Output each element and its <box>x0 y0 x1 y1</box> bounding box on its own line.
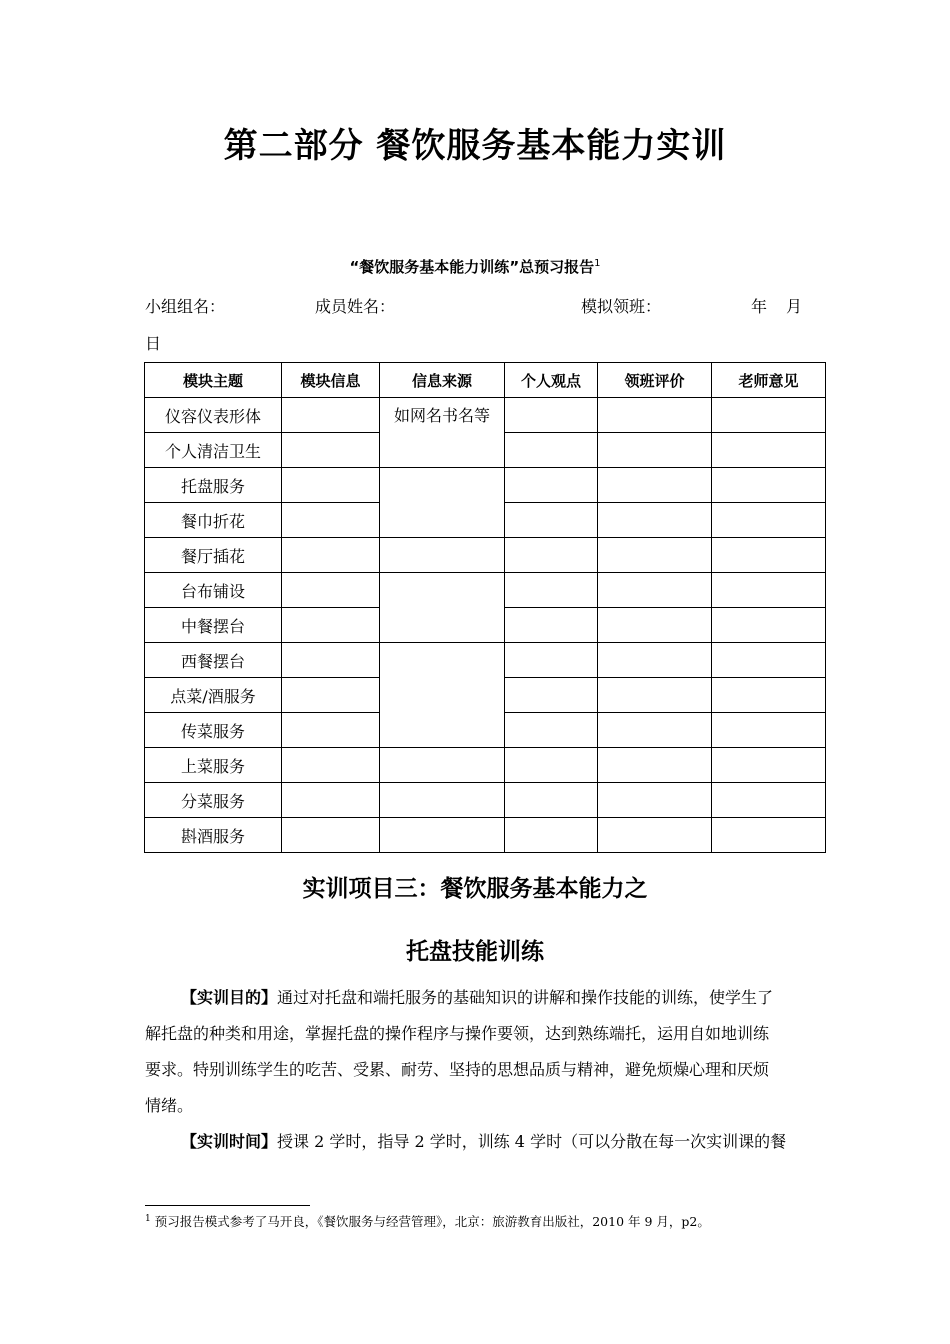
eval-cell[interactable] <box>598 643 712 678</box>
table-row <box>145 818 826 853</box>
view-cell[interactable] <box>505 468 598 503</box>
time-label: 【实训时间】 <box>181 1132 278 1151</box>
table-row <box>145 573 826 608</box>
module-name: 托盘服务 <box>145 468 282 503</box>
view-cell[interactable] <box>505 748 598 783</box>
purpose-label: 【实训目的】 <box>181 988 278 1007</box>
source-cell[interactable] <box>380 783 505 818</box>
purpose-line-1 <box>145 980 825 1016</box>
eval-cell[interactable] <box>598 538 712 573</box>
opinion-cell[interactable] <box>712 503 826 538</box>
module-name: 点菜/酒服务 <box>145 678 282 713</box>
year-label: 年 <box>751 297 768 316</box>
time-paragraph <box>145 1124 825 1160</box>
table-row <box>145 398 826 433</box>
time-line <box>145 1124 825 1160</box>
info-cell[interactable] <box>282 783 380 818</box>
table-row <box>145 643 826 678</box>
section-title-line2: 托盘技能训练 <box>406 939 544 965</box>
view-cell[interactable] <box>505 398 598 433</box>
purpose-line-4: 情绪。 <box>145 1096 194 1115</box>
preview-report-table <box>144 362 826 853</box>
view-cell[interactable] <box>505 678 598 713</box>
module-name: 西餐摆台 <box>145 643 282 678</box>
eval-cell[interactable] <box>598 748 712 783</box>
header-info-source: 信息来源 <box>380 363 505 398</box>
eval-cell[interactable] <box>598 818 712 853</box>
opinion-cell[interactable] <box>712 468 826 503</box>
info-cell[interactable] <box>282 573 380 608</box>
info-cell[interactable] <box>282 678 380 713</box>
opinion-cell[interactable] <box>712 783 826 818</box>
view-cell[interactable] <box>505 503 598 538</box>
table-row <box>145 748 826 783</box>
page-title: 第二部分 餐饮服务基本能力实训 <box>223 126 727 166</box>
info-cell[interactable] <box>282 398 380 433</box>
view-cell[interactable] <box>505 643 598 678</box>
group-name-label: 小组组名： <box>145 297 226 316</box>
module-name: 个人清洁卫生 <box>145 433 282 468</box>
eval-cell[interactable] <box>598 608 712 643</box>
view-cell[interactable] <box>505 538 598 573</box>
purpose-line-2: 解托盘的种类和用途，掌握托盘的操作程序与操作要领，达到熟练端托，运用自如地训练 <box>145 1024 770 1043</box>
day-label: 日 <box>145 334 162 353</box>
footnote <box>145 1212 845 1230</box>
header-personal-view: 个人观点 <box>505 363 598 398</box>
info-cell[interactable] <box>282 713 380 748</box>
leader-label: 模拟领班： <box>581 297 662 316</box>
footnote-mark: 1 <box>145 1213 151 1224</box>
purpose-text-1: 通过对托盘和端托服务的基础知识的讲解和操作技能的训练，使学生了 <box>277 988 774 1007</box>
table-row <box>145 468 826 503</box>
table-header-row <box>145 363 826 398</box>
module-name: 传菜服务 <box>145 713 282 748</box>
view-cell[interactable] <box>505 713 598 748</box>
opinion-cell[interactable] <box>712 643 826 678</box>
eval-cell[interactable] <box>598 573 712 608</box>
source-cell[interactable] <box>380 643 505 748</box>
info-cell[interactable] <box>282 643 380 678</box>
table-row <box>145 538 826 573</box>
report-title <box>0 256 950 277</box>
source-cell[interactable]: 如网名书名等 <box>380 398 505 468</box>
opinion-cell[interactable] <box>712 608 826 643</box>
opinion-cell[interactable] <box>712 433 826 468</box>
info-cell[interactable] <box>282 503 380 538</box>
opinion-cell[interactable] <box>712 748 826 783</box>
header-module-topic: 模块主题 <box>145 363 282 398</box>
footnote-divider <box>145 1205 310 1206</box>
section-title-line1: 实训项目三：餐饮服务基本能力之 <box>302 876 648 902</box>
header-leader-eval: 领班评价 <box>598 363 712 398</box>
opinion-cell[interactable] <box>712 678 826 713</box>
eval-cell[interactable] <box>598 398 712 433</box>
purpose-paragraph <box>145 980 825 1124</box>
source-cell[interactable] <box>380 818 505 853</box>
eval-cell[interactable] <box>598 468 712 503</box>
info-cell[interactable] <box>282 433 380 468</box>
header-teacher-opinion: 老师意见 <box>712 363 826 398</box>
opinion-cell[interactable] <box>712 538 826 573</box>
opinion-cell[interactable] <box>712 398 826 433</box>
opinion-cell[interactable] <box>712 573 826 608</box>
footnote-ref[interactable]: 1 <box>594 258 601 269</box>
info-cell[interactable] <box>282 468 380 503</box>
module-name: 中餐摆台 <box>145 608 282 643</box>
report-title-text: “餐饮服务基本能力训练”总预习报告 <box>349 258 595 276</box>
opinion-cell[interactable] <box>712 818 826 853</box>
eval-cell[interactable] <box>598 713 712 748</box>
module-name: 台布铺设 <box>145 573 282 608</box>
info-cell[interactable] <box>282 608 380 643</box>
eval-cell[interactable] <box>598 678 712 713</box>
month-label: 月 <box>786 297 803 316</box>
eval-cell[interactable] <box>598 783 712 818</box>
view-cell[interactable] <box>505 608 598 643</box>
table-row <box>145 783 826 818</box>
eval-cell[interactable] <box>598 503 712 538</box>
time-text: 授课 2 学时，指导 2 学时，训练 4 学时（可以分散在每一次实训课的餐 <box>277 1132 787 1151</box>
view-cell[interactable] <box>505 433 598 468</box>
purpose-line-3: 要求。特别训练学生的吃苦、受累、耐劳、坚持的思想品质与精神，避免烦燥心理和厌烦 <box>145 1060 770 1079</box>
eval-cell[interactable] <box>598 433 712 468</box>
info-cell[interactable] <box>282 748 380 783</box>
info-cell[interactable] <box>282 538 380 573</box>
module-name: 斟酒服务 <box>145 818 282 853</box>
source-cell[interactable] <box>380 573 505 643</box>
member-name-label: 成员姓名： <box>315 297 396 316</box>
view-cell[interactable] <box>505 573 598 608</box>
module-name: 餐厅插花 <box>145 538 282 573</box>
module-name: 仪容仪表形体 <box>145 398 282 433</box>
view-cell[interactable] <box>505 818 598 853</box>
info-cell[interactable] <box>282 818 380 853</box>
footnote-text: 预习报告模式参考了马开良，《餐饮服务与经营管理》，北京：旅游教育出版社，2010 年 9 月，p2。 <box>150 1214 710 1229</box>
source-cell[interactable] <box>380 748 505 783</box>
opinion-cell[interactable] <box>712 713 826 748</box>
module-name: 上菜服务 <box>145 748 282 783</box>
view-cell[interactable] <box>505 783 598 818</box>
source-cell[interactable] <box>380 538 505 573</box>
source-cell[interactable] <box>380 468 505 538</box>
module-name: 分菜服务 <box>145 783 282 818</box>
module-name: 餐巾折花 <box>145 503 282 538</box>
header-module-info: 模块信息 <box>282 363 380 398</box>
